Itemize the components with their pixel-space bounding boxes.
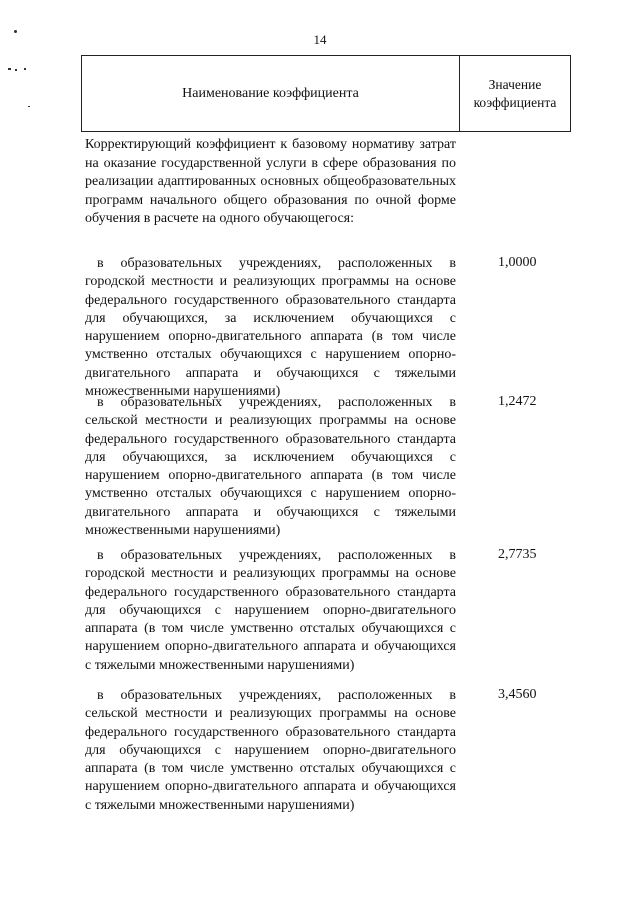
scan-speck [8, 68, 11, 70]
coefficient-row-value: 1,2472 [498, 394, 537, 409]
scan-speck [24, 68, 26, 70]
name-column-header: Наименование коэффициента [82, 56, 460, 131]
coefficient-row [85, 255, 565, 401]
coefficient-row [85, 394, 565, 540]
coefficient-intro-text: Корректирующий коэффициент к базовому нормативу затрат на оказание государственной услуги в сфере образования по реализации адаптированных основных общеобразовательных программ начального общего образования по очной форме обучения в расчете на одного обучающегося: [85, 137, 456, 226]
coefficient-row-value: 3,4560 [498, 687, 537, 702]
table-header [81, 55, 571, 132]
coefficient-row-value: 1,0000 [498, 255, 537, 270]
coefficient-row-text: в образовательных учреждениях, расположенных в городской местности и реализующих программы на основе федерального государственного образовательного стандарта для обучающихся с нарушением опорно-двигательного аппарата (в том числе умственно отсталых обучающихся с нарушением опорно-двигательного аппарата и обучающихся с тяжелыми множественными нарушениями) [85, 548, 456, 673]
page-number: 14 [313, 32, 327, 47]
coefficient-row [85, 687, 565, 815]
coefficient-row-text: в образовательных учреждениях, расположенных в сельской местности и реализующих программы на основе федерального государственного образовательного стандарта для обучающихся, за исключением обучающихся с нарушением опорно-двигательного аппарата (в том числе умственно отсталых обучающихся с нарушением опорно-двигательного аппарата и обучающихся с тяжелыми множественными нарушениями) [85, 395, 456, 539]
scan-speck [14, 30, 17, 33]
scan-speck [28, 106, 30, 107]
coefficient-row [85, 547, 565, 675]
coefficient-row-text: в образовательных учреждениях, расположенных в сельской местности и реализующих программы на основе федерального государственного образовательного стандарта для обучающихся с нарушением опорно-двигательного аппарата (в том числе умственно отсталых обучающихся с нарушением опорно-двигательного аппарата и обучающихся с тяжелыми множественными нарушениями) [85, 688, 456, 813]
value-column-header: Значение коэффициента [473, 76, 557, 110]
coefficient-row-text: в образовательных учреждениях, расположенных в городской местности и реализующих программы на основе федерального государственного образовательного стандарта для обучающихся, за исключением обучающихся с нарушением опорно-двигательного аппарата (в том числе умственно отсталых обучающихся с нарушением опорно-двигательного аппарата и обучающихся с тяжелыми множественными нарушениями) [85, 256, 456, 400]
scan-speck [15, 69, 17, 71]
coefficient-row-value: 2,7735 [498, 547, 537, 562]
